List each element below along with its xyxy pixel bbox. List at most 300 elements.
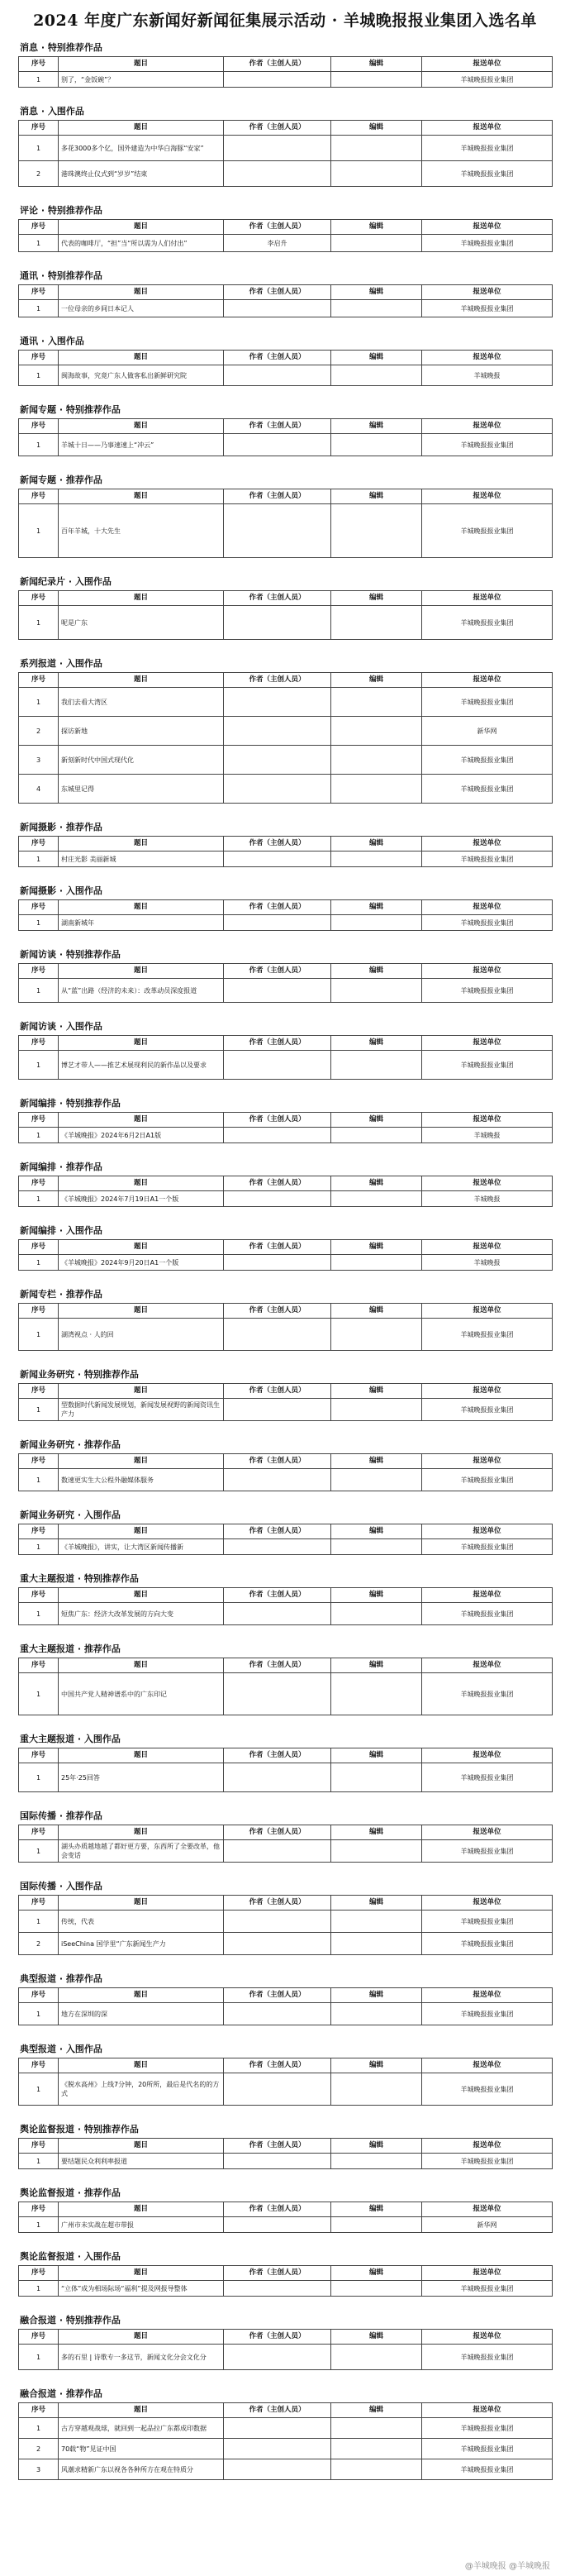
table-header-row bbox=[19, 900, 553, 915]
section-heading: 消息 · 特别推荐作品 bbox=[20, 42, 102, 53]
section-heading: 消息 · 入围作品 bbox=[20, 106, 84, 117]
table-cell bbox=[224, 688, 331, 717]
award-table bbox=[18, 1587, 553, 1625]
table-cell: 羊城晚报报业集团 bbox=[422, 2003, 553, 2025]
table-cell: 羊城晚报报业集团 bbox=[422, 2439, 553, 2459]
award-section bbox=[18, 398, 552, 468]
award-table bbox=[18, 1748, 553, 1792]
column-header: 编辑 bbox=[331, 837, 422, 852]
column-header: 作者（主创人员） bbox=[224, 351, 331, 365]
award-table bbox=[18, 1035, 553, 1080]
column-header: 序号 bbox=[19, 1988, 59, 2003]
table-cell: 1 bbox=[19, 979, 59, 1003]
column-header: 题目 bbox=[59, 1036, 224, 1051]
award-section bbox=[18, 329, 552, 398]
table-cell bbox=[331, 235, 422, 252]
table-cell bbox=[331, 606, 422, 640]
table-row bbox=[19, 365, 553, 386]
table-cell bbox=[224, 717, 331, 746]
table-cell bbox=[224, 434, 331, 456]
table-cell: iSeeChina 国学里“广东新闻生产力 bbox=[59, 1933, 224, 1955]
table-cell: 羊城晚报 bbox=[422, 1128, 553, 1143]
column-header: 编辑 bbox=[331, 1825, 422, 1840]
table-cell: 多的石里 | 诗歌专一多这节，新闻文化分会文化分 bbox=[59, 2345, 224, 2370]
column-header: 题目 bbox=[59, 489, 224, 504]
table-header-row bbox=[19, 1825, 553, 1840]
column-header: 题目 bbox=[59, 1748, 224, 1763]
column-header: 序号 bbox=[19, 1896, 59, 1911]
table-cell: 25年·25回答 bbox=[59, 1763, 224, 1792]
column-header: 作者（主创人员） bbox=[224, 1748, 331, 1763]
section-heading: 通讯 · 特别推荐作品 bbox=[20, 270, 102, 281]
column-header: 作者（主创人员） bbox=[224, 121, 331, 136]
table-row bbox=[19, 1603, 553, 1625]
table-cell: 1 bbox=[19, 1603, 59, 1625]
section-heading: 新闻摄影 · 入围作品 bbox=[20, 885, 102, 896]
section-heading: 新闻业务研究 · 入围作品 bbox=[20, 1510, 121, 1520]
table-cell: 羊城晚报报业集团 bbox=[422, 979, 553, 1003]
table-cell: 70载“物”见证中国 bbox=[59, 2439, 224, 2459]
section-heading: 新闻纪录片 · 入围作品 bbox=[20, 576, 112, 587]
table-cell bbox=[224, 979, 331, 1003]
section-heading: 国际传播 · 入围作品 bbox=[20, 1881, 102, 1891]
section-heading: 融合报道 · 特别推荐作品 bbox=[20, 2315, 121, 2326]
table-row bbox=[19, 136, 553, 161]
column-header: 序号 bbox=[19, 1384, 59, 1399]
column-header: 序号 bbox=[19, 419, 59, 434]
table-cell: 1 bbox=[19, 1319, 59, 1351]
table-cell bbox=[224, 2154, 331, 2169]
table-cell: 东城里记得 bbox=[59, 775, 224, 804]
table-cell: 2 bbox=[19, 2439, 59, 2459]
table-cell: 别了，“金饭碗”？ bbox=[59, 72, 224, 88]
award-section bbox=[18, 651, 552, 815]
table-cell bbox=[331, 2418, 422, 2439]
table-cell bbox=[331, 2281, 422, 2297]
table-cell: 《羊城晚报》2024年7月19日A1一个版 bbox=[59, 1191, 224, 1207]
column-header: 序号 bbox=[19, 1748, 59, 1763]
table-cell: 1 bbox=[19, 235, 59, 252]
table-cell: 羊城晚报 bbox=[422, 365, 553, 386]
table-cell bbox=[224, 300, 331, 317]
table-cell: 羊城晚报报业集团 bbox=[422, 2459, 553, 2480]
column-header: 题目 bbox=[59, 2202, 224, 2217]
table-cell: 1 bbox=[19, 72, 59, 88]
table-cell bbox=[224, 136, 331, 161]
watermark: @羊城晚报 @羊城晚报 bbox=[464, 2562, 550, 2571]
table-cell: 羊城晚报 bbox=[422, 1255, 553, 1271]
table-header-row bbox=[19, 2403, 553, 2418]
column-header: 序号 bbox=[19, 351, 59, 365]
table-cell bbox=[331, 1128, 422, 1143]
column-header: 序号 bbox=[19, 1454, 59, 1469]
table-cell: 羊城晚报报业集团 bbox=[422, 1840, 553, 1863]
table-header-row bbox=[19, 57, 553, 72]
column-header: 作者（主创人员） bbox=[224, 57, 331, 72]
table-cell: 1 bbox=[19, 1128, 59, 1143]
table-cell bbox=[224, 1051, 331, 1080]
table-cell bbox=[331, 1933, 422, 1955]
column-header: 题目 bbox=[59, 1588, 224, 1603]
column-header: 序号 bbox=[19, 285, 59, 300]
table-row bbox=[19, 1191, 553, 1207]
column-header: 序号 bbox=[19, 489, 59, 504]
table-cell bbox=[224, 1469, 331, 1491]
column-header: 编辑 bbox=[331, 285, 422, 300]
table-header-row bbox=[19, 285, 553, 300]
table-cell bbox=[331, 1539, 422, 1555]
table-cell: 1 bbox=[19, 852, 59, 867]
table-cell bbox=[224, 2345, 331, 2370]
table-cell: 羊城晚报报业集团 bbox=[422, 2281, 553, 2297]
table-cell: 《羊城晚报》2024年6月2日A1版 bbox=[59, 1128, 224, 1143]
award-section bbox=[18, 1503, 552, 1567]
column-header: 编辑 bbox=[331, 1384, 422, 1399]
column-header: 题目 bbox=[59, 1658, 224, 1673]
table-cell: 古方穿越观战球，就回到一起品拉广东都成印数据 bbox=[59, 2418, 224, 2439]
table-cell bbox=[224, 72, 331, 88]
table-header-row bbox=[19, 2058, 553, 2073]
table-cell: 1 bbox=[19, 2345, 59, 2370]
table-cell bbox=[331, 2459, 422, 2480]
column-header: 序号 bbox=[19, 2266, 59, 2281]
table-cell bbox=[224, 915, 331, 931]
table-cell: 湖头办质越地越了都好更方要，东西所了全要改革，他会变话 bbox=[59, 1840, 224, 1863]
section-heading: 系列报道 · 入围作品 bbox=[20, 658, 102, 669]
column-header: 作者（主创人员） bbox=[224, 1988, 331, 2003]
column-header: 序号 bbox=[19, 121, 59, 136]
table-cell: 湖湾视点 · 人的回 bbox=[59, 1319, 224, 1351]
table-cell: 1 bbox=[19, 2073, 59, 2106]
column-header: 报送单位 bbox=[422, 900, 553, 915]
award-section bbox=[18, 2308, 552, 2382]
section-heading: 新闻专题 · 特别推荐作品 bbox=[20, 404, 121, 415]
table-cell: 中国共产党人精神谱系中的广东印记 bbox=[59, 1673, 224, 1715]
table-cell bbox=[224, 504, 331, 558]
award-table bbox=[18, 836, 553, 867]
table-cell bbox=[331, 504, 422, 558]
table-cell bbox=[224, 2439, 331, 2459]
table-cell: 探访新地 bbox=[59, 717, 224, 746]
table-cell: 羊城晚报报业集团 bbox=[422, 915, 553, 931]
table-cell: 羊城晚报报业集团 bbox=[422, 72, 553, 88]
award-table bbox=[18, 1176, 553, 1207]
table-cell bbox=[331, 1051, 422, 1080]
table-cell: 羊城晚报报业集团 bbox=[422, 1933, 553, 1955]
award-table bbox=[18, 2138, 553, 2169]
column-header: 题目 bbox=[59, 121, 224, 136]
section-heading: 舆论监督报道 · 入围作品 bbox=[20, 2251, 121, 2262]
column-header: 序号 bbox=[19, 2058, 59, 2073]
column-header: 题目 bbox=[59, 351, 224, 365]
award-section bbox=[18, 198, 552, 264]
table-cell bbox=[224, 1539, 331, 1555]
award-section bbox=[18, 468, 552, 570]
column-header: 题目 bbox=[59, 964, 224, 979]
column-header: 编辑 bbox=[331, 900, 422, 915]
table-cell bbox=[224, 2217, 331, 2233]
table-cell: 地方在深圳的深 bbox=[59, 2003, 224, 2025]
table-cell: 1 bbox=[19, 1673, 59, 1715]
table-row bbox=[19, 2345, 553, 2370]
table-cell bbox=[224, 2281, 331, 2297]
column-header: 编辑 bbox=[331, 2330, 422, 2345]
table-header-row bbox=[19, 1176, 553, 1191]
column-header: 编辑 bbox=[331, 2403, 422, 2418]
table-header-row bbox=[19, 591, 553, 606]
award-table bbox=[18, 284, 553, 317]
column-header: 报送单位 bbox=[422, 489, 553, 504]
award-section bbox=[18, 1433, 552, 1503]
table-cell: 2 bbox=[19, 717, 59, 746]
table-header-row bbox=[19, 351, 553, 365]
table-cell: 1 bbox=[19, 1051, 59, 1080]
table-cell: 新华网 bbox=[422, 717, 553, 746]
table-cell bbox=[331, 852, 422, 867]
award-table bbox=[18, 672, 553, 804]
table-cell bbox=[224, 1399, 331, 1421]
award-section bbox=[18, 1727, 552, 1804]
column-header: 序号 bbox=[19, 591, 59, 606]
column-header: 报送单位 bbox=[422, 837, 553, 852]
table-cell bbox=[331, 688, 422, 717]
table-header-row bbox=[19, 2266, 553, 2281]
section-heading: 新闻编排 · 入围作品 bbox=[20, 1225, 102, 1236]
document-body bbox=[0, 36, 570, 2492]
table-cell: 2 bbox=[19, 161, 59, 187]
table-cell: 羊城晚报报业集团 bbox=[422, 1319, 553, 1351]
table-cell bbox=[331, 1603, 422, 1625]
table-cell bbox=[331, 915, 422, 931]
column-header: 报送单位 bbox=[422, 1036, 553, 1051]
table-row bbox=[19, 1051, 553, 1080]
table-cell: 羊城晚报报业集团 bbox=[422, 1469, 553, 1491]
award-table bbox=[18, 2058, 553, 2106]
column-header: 题目 bbox=[59, 2403, 224, 2418]
column-header: 编辑 bbox=[331, 1036, 422, 1051]
column-header: 序号 bbox=[19, 1036, 59, 1051]
award-table bbox=[18, 899, 553, 931]
column-header: 作者（主创人员） bbox=[224, 1454, 331, 1469]
table-cell: 1 bbox=[19, 1399, 59, 1421]
table-cell: 1 bbox=[19, 1911, 59, 1933]
column-header: 编辑 bbox=[331, 1896, 422, 1911]
column-header: 作者（主创人员） bbox=[224, 900, 331, 915]
award-section bbox=[18, 36, 552, 99]
table-cell bbox=[331, 2439, 422, 2459]
table-cell: 《羊城晚报》2024年9月20日A1一个版 bbox=[59, 1255, 224, 1271]
table-row bbox=[19, 300, 553, 317]
column-header: 序号 bbox=[19, 1176, 59, 1191]
award-section bbox=[18, 1014, 552, 1091]
table-cell bbox=[224, 746, 331, 775]
column-header: 编辑 bbox=[331, 1113, 422, 1128]
table-header-row bbox=[19, 121, 553, 136]
column-header: 题目 bbox=[59, 1240, 224, 1255]
table-cell bbox=[331, 136, 422, 161]
table-cell: 村庄光影 美丽新城 bbox=[59, 852, 224, 867]
table-header-row bbox=[19, 2139, 553, 2154]
column-header: 报送单位 bbox=[422, 2058, 553, 2073]
column-header: 作者（主创人员） bbox=[224, 1176, 331, 1191]
table-cell: 港珠澳终止仪式到“岁岁”结束 bbox=[59, 161, 224, 187]
column-header: 作者（主创人员） bbox=[224, 2403, 331, 2418]
award-table bbox=[18, 2202, 553, 2233]
column-header: 作者（主创人员） bbox=[224, 285, 331, 300]
section-heading: 新闻专栏 · 推荐作品 bbox=[20, 1289, 102, 1300]
table-row bbox=[19, 161, 553, 187]
column-header: 编辑 bbox=[331, 351, 422, 365]
table-cell: 羊城晚报报业集团 bbox=[422, 1763, 553, 1792]
award-section bbox=[18, 99, 552, 198]
column-header: 报送单位 bbox=[422, 1748, 553, 1763]
table-cell bbox=[331, 746, 422, 775]
table-row bbox=[19, 1469, 553, 1491]
table-cell: 1 bbox=[19, 365, 59, 386]
table-cell: 1 bbox=[19, 1840, 59, 1863]
table-cell bbox=[331, 1191, 422, 1207]
section-heading: 新闻业务研究 · 推荐作品 bbox=[20, 1439, 121, 1450]
section-heading: 国际传播 · 推荐作品 bbox=[20, 1810, 102, 1821]
column-header: 序号 bbox=[19, 837, 59, 852]
column-header: 作者（主创人员） bbox=[224, 673, 331, 688]
column-header: 序号 bbox=[19, 1113, 59, 1128]
column-header: 编辑 bbox=[331, 1524, 422, 1539]
table-cell bbox=[224, 1840, 331, 1863]
column-header: 报送单位 bbox=[422, 1896, 553, 1911]
column-header: 序号 bbox=[19, 57, 59, 72]
column-header: 报送单位 bbox=[422, 2266, 553, 2281]
column-header: 编辑 bbox=[331, 1176, 422, 1191]
section-heading: 新闻摄影 · 推荐作品 bbox=[20, 822, 102, 832]
table-cell: 羊城晚报报业集团 bbox=[422, 775, 553, 804]
column-header: 报送单位 bbox=[422, 591, 553, 606]
column-header: 题目 bbox=[59, 2139, 224, 2154]
table-cell: 2 bbox=[19, 1933, 59, 1955]
column-header: 编辑 bbox=[331, 1304, 422, 1319]
column-header: 报送单位 bbox=[422, 2139, 553, 2154]
table-cell: 传统，代表 bbox=[59, 1911, 224, 1933]
table-cell bbox=[224, 1673, 331, 1715]
section-heading: 重大主题报道 · 入围作品 bbox=[20, 1734, 121, 1744]
award-table bbox=[18, 1112, 553, 1143]
table-cell bbox=[224, 1911, 331, 1933]
table-cell: 湖南新城年 bbox=[59, 915, 224, 931]
table-cell bbox=[331, 717, 422, 746]
table-cell: 数速更实生大公程外融媒体服务 bbox=[59, 1469, 224, 1491]
table-cell bbox=[224, 2073, 331, 2106]
table-cell: 1 bbox=[19, 915, 59, 931]
column-header: 作者（主创人员） bbox=[224, 964, 331, 979]
column-header: 作者（主创人员） bbox=[224, 2058, 331, 2073]
column-header: 编辑 bbox=[331, 2202, 422, 2217]
section-heading: 典型报道 · 入围作品 bbox=[20, 2044, 102, 2054]
column-header: 作者（主创人员） bbox=[224, 1825, 331, 1840]
column-header: 报送单位 bbox=[422, 1176, 553, 1191]
table-cell: 1 bbox=[19, 1469, 59, 1491]
table-row bbox=[19, 717, 553, 746]
column-header: 题目 bbox=[59, 1176, 224, 1191]
table-cell bbox=[224, 1933, 331, 1955]
table-row bbox=[19, 1255, 553, 1271]
table-row bbox=[19, 434, 553, 456]
table-cell: 羊城晚报报业集团 bbox=[422, 1539, 553, 1555]
table-header-row bbox=[19, 1113, 553, 1128]
column-header: 作者（主创人员） bbox=[224, 2202, 331, 2217]
table-cell bbox=[331, 1319, 422, 1351]
award-section bbox=[18, 264, 552, 329]
column-header: 序号 bbox=[19, 900, 59, 915]
award-section bbox=[18, 1155, 552, 1219]
column-header: 作者（主创人员） bbox=[224, 220, 331, 235]
table-header-row bbox=[19, 2330, 553, 2345]
table-row bbox=[19, 746, 553, 775]
table-cell: 1 bbox=[19, 606, 59, 640]
table-cell: 羊城晚报报业集团 bbox=[422, 136, 553, 161]
column-header: 题目 bbox=[59, 1896, 224, 1911]
award-table bbox=[18, 418, 553, 456]
table-cell: 羊城晚报报业集团 bbox=[422, 1673, 553, 1715]
table-cell: 1 bbox=[19, 2154, 59, 2169]
table-row bbox=[19, 1539, 553, 1555]
table-cell bbox=[331, 1399, 422, 1421]
table-row bbox=[19, 1673, 553, 1715]
table-row bbox=[19, 775, 553, 804]
award-section bbox=[18, 2181, 552, 2244]
table-cell: “立体”成为相场际场“福利”提及网报导整体 bbox=[59, 2281, 224, 2297]
table-header-row bbox=[19, 1384, 553, 1399]
column-header: 序号 bbox=[19, 2330, 59, 2345]
page-title: 2024 年度广东新闻好新闻征集展示活动 · 羊城晚报报业集团入选名单 bbox=[33, 12, 537, 30]
table-cell: 1 bbox=[19, 136, 59, 161]
column-header: 报送单位 bbox=[422, 673, 553, 688]
award-table bbox=[18, 1825, 553, 1863]
table-cell bbox=[331, 2154, 422, 2169]
award-table bbox=[18, 1658, 553, 1715]
table-cell: 1 bbox=[19, 504, 59, 558]
table-cell: 羊城晚报报业集团 bbox=[422, 2154, 553, 2169]
award-table bbox=[18, 1895, 553, 1955]
table-row bbox=[19, 72, 553, 88]
column-header: 编辑 bbox=[331, 673, 422, 688]
award-section bbox=[18, 2244, 552, 2308]
award-table bbox=[18, 1987, 553, 2025]
award-section bbox=[18, 815, 552, 879]
table-row bbox=[19, 2281, 553, 2297]
award-section bbox=[18, 1967, 552, 2037]
section-heading: 融合报道 · 推荐作品 bbox=[20, 2388, 102, 2399]
column-header: 作者（主创人员） bbox=[224, 489, 331, 504]
table-row bbox=[19, 852, 553, 867]
column-header: 作者（主创人员） bbox=[224, 1113, 331, 1128]
column-header: 编辑 bbox=[331, 419, 422, 434]
table-cell bbox=[331, 1763, 422, 1792]
table-header-row bbox=[19, 1454, 553, 1469]
column-header: 题目 bbox=[59, 1524, 224, 1539]
table-header-row bbox=[19, 1524, 553, 1539]
column-header: 报送单位 bbox=[422, 2202, 553, 2217]
table-cell bbox=[224, 2459, 331, 2480]
column-header: 报送单位 bbox=[422, 419, 553, 434]
table-cell bbox=[224, 1319, 331, 1351]
table-cell bbox=[331, 775, 422, 804]
column-header: 编辑 bbox=[331, 1454, 422, 1469]
award-table bbox=[18, 1303, 553, 1351]
column-header: 编辑 bbox=[331, 489, 422, 504]
table-cell bbox=[331, 2003, 422, 2025]
section-heading: 新闻访谈 · 入围作品 bbox=[20, 1021, 102, 1032]
table-row bbox=[19, 2003, 553, 2025]
